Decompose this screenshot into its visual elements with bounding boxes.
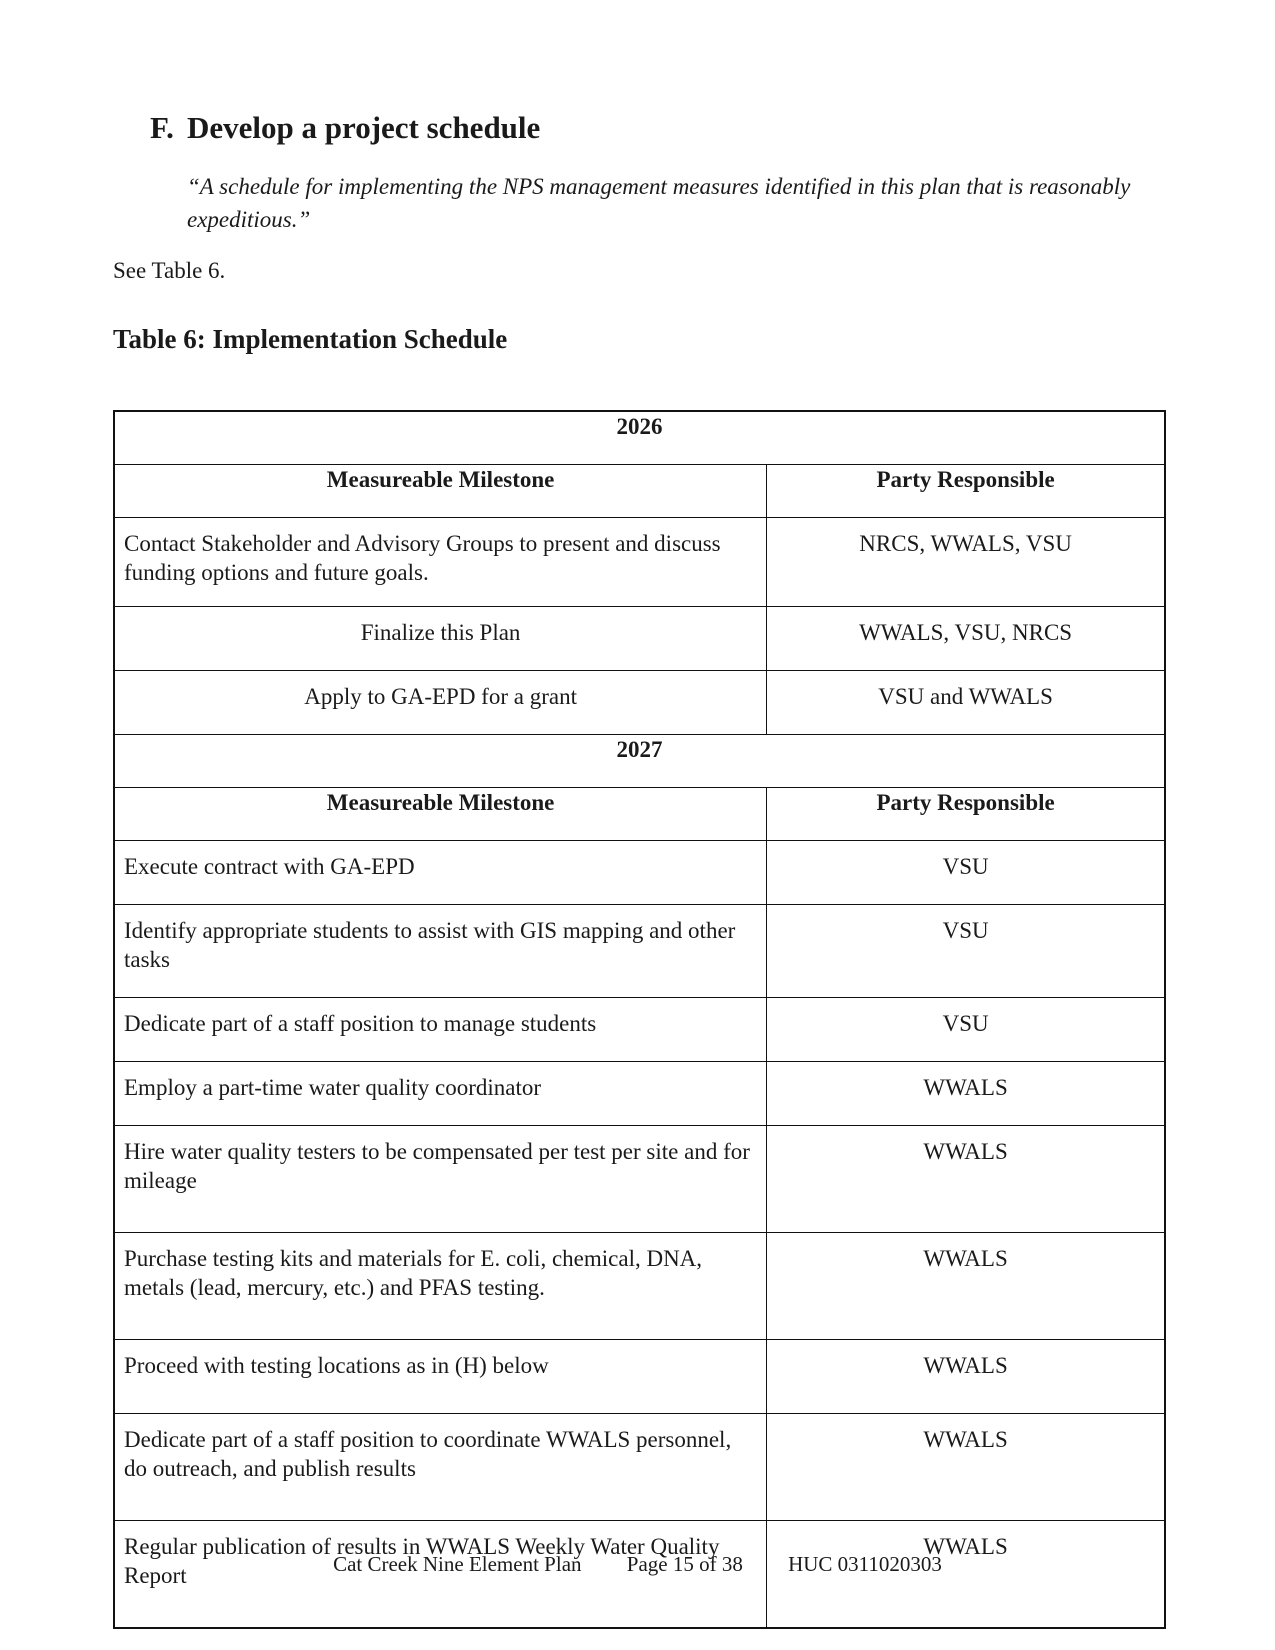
milestone-cell: Hire water quality testers to be compensated per test per site and for mileage	[114, 1126, 767, 1233]
table-header-row	[114, 788, 1165, 841]
footer-page-number: Page 15 of 38	[626, 1552, 743, 1576]
party-cell: WWALS	[767, 1340, 1165, 1414]
milestone-cell: Identify appropriate students to assist with GIS mapping and other tasks	[114, 905, 767, 998]
milestone-cell: Proceed with testing locations as in (H) below	[114, 1340, 767, 1414]
footer-huc-code: HUC 0311020303	[788, 1552, 942, 1576]
party-cell: WWALS	[767, 1233, 1165, 1340]
section-heading	[150, 110, 540, 146]
table-row	[114, 1414, 1165, 1521]
section-quote: “A schedule for implementing the NPS management measures identified in this plan that is reasonably expeditious.”	[187, 174, 1131, 232]
year-label: 2027	[114, 735, 1165, 788]
year-row	[114, 411, 1165, 465]
column-header-milestone: Measureable Milestone	[114, 465, 767, 518]
table-row	[114, 1340, 1165, 1414]
milestone-cell: Contact Stakeholder and Advisory Groups to present and discuss funding options and future goals.	[114, 518, 767, 607]
section-title: Develop a project schedule	[187, 110, 541, 145]
party-cell: VSU	[767, 998, 1165, 1062]
party-cell: WWALS, VSU, NRCS	[767, 607, 1165, 671]
page-footer	[0, 1552, 1275, 1577]
table-row	[114, 1233, 1165, 1340]
table-header-row	[114, 465, 1165, 518]
year-label: 2026	[114, 411, 1165, 465]
table-row	[114, 905, 1165, 998]
milestone-cell: Dedicate part of a staff position to manage students	[114, 998, 767, 1062]
party-cell: VSU and WWALS	[767, 671, 1165, 735]
milestone-cell: Regular publication of results in WWALS Weekly Water Quality Report	[114, 1521, 767, 1629]
party-cell: WWALS	[767, 1414, 1165, 1521]
table-row	[114, 841, 1165, 905]
milestone-cell: Dedicate part of a staff position to coordinate WWALS personnel, do outreach, and publish results	[114, 1414, 767, 1521]
party-cell: WWALS	[767, 1062, 1165, 1126]
table-reference: See Table 6.	[113, 258, 226, 283]
year-row	[114, 735, 1165, 788]
column-header-party: Party Responsible	[767, 788, 1165, 841]
party-cell: VSU	[767, 905, 1165, 998]
party-cell: VSU	[767, 841, 1165, 905]
table-row	[114, 998, 1165, 1062]
section-letter: F.	[150, 110, 174, 145]
footer-document-title: Cat Creek Nine Element Plan	[333, 1552, 582, 1576]
milestone-cell: Apply to GA-EPD for a grant	[114, 671, 767, 735]
party-cell: WWALS	[767, 1521, 1165, 1629]
party-cell: WWALS	[767, 1126, 1165, 1233]
party-cell: NRCS, WWALS, VSU	[767, 518, 1165, 607]
milestone-cell: Finalize this Plan	[114, 607, 767, 671]
column-header-milestone: Measureable Milestone	[114, 788, 767, 841]
table-row	[114, 518, 1165, 607]
table-row	[114, 1126, 1165, 1233]
column-header-party: Party Responsible	[767, 465, 1165, 518]
table-row	[114, 671, 1165, 735]
milestone-cell: Purchase testing kits and materials for E. coli, chemical, DNA, metals (lead, mercury, etc.) and PFAS testing.	[114, 1233, 767, 1340]
milestone-cell: Execute contract with GA-EPD	[114, 841, 767, 905]
milestone-cell: Employ a part-time water quality coordinator	[114, 1062, 767, 1126]
table-row	[114, 1062, 1165, 1126]
table-title: Table 6: Implementation Schedule	[113, 324, 508, 354]
implementation-schedule-table	[113, 410, 1166, 1629]
table-row	[114, 607, 1165, 671]
